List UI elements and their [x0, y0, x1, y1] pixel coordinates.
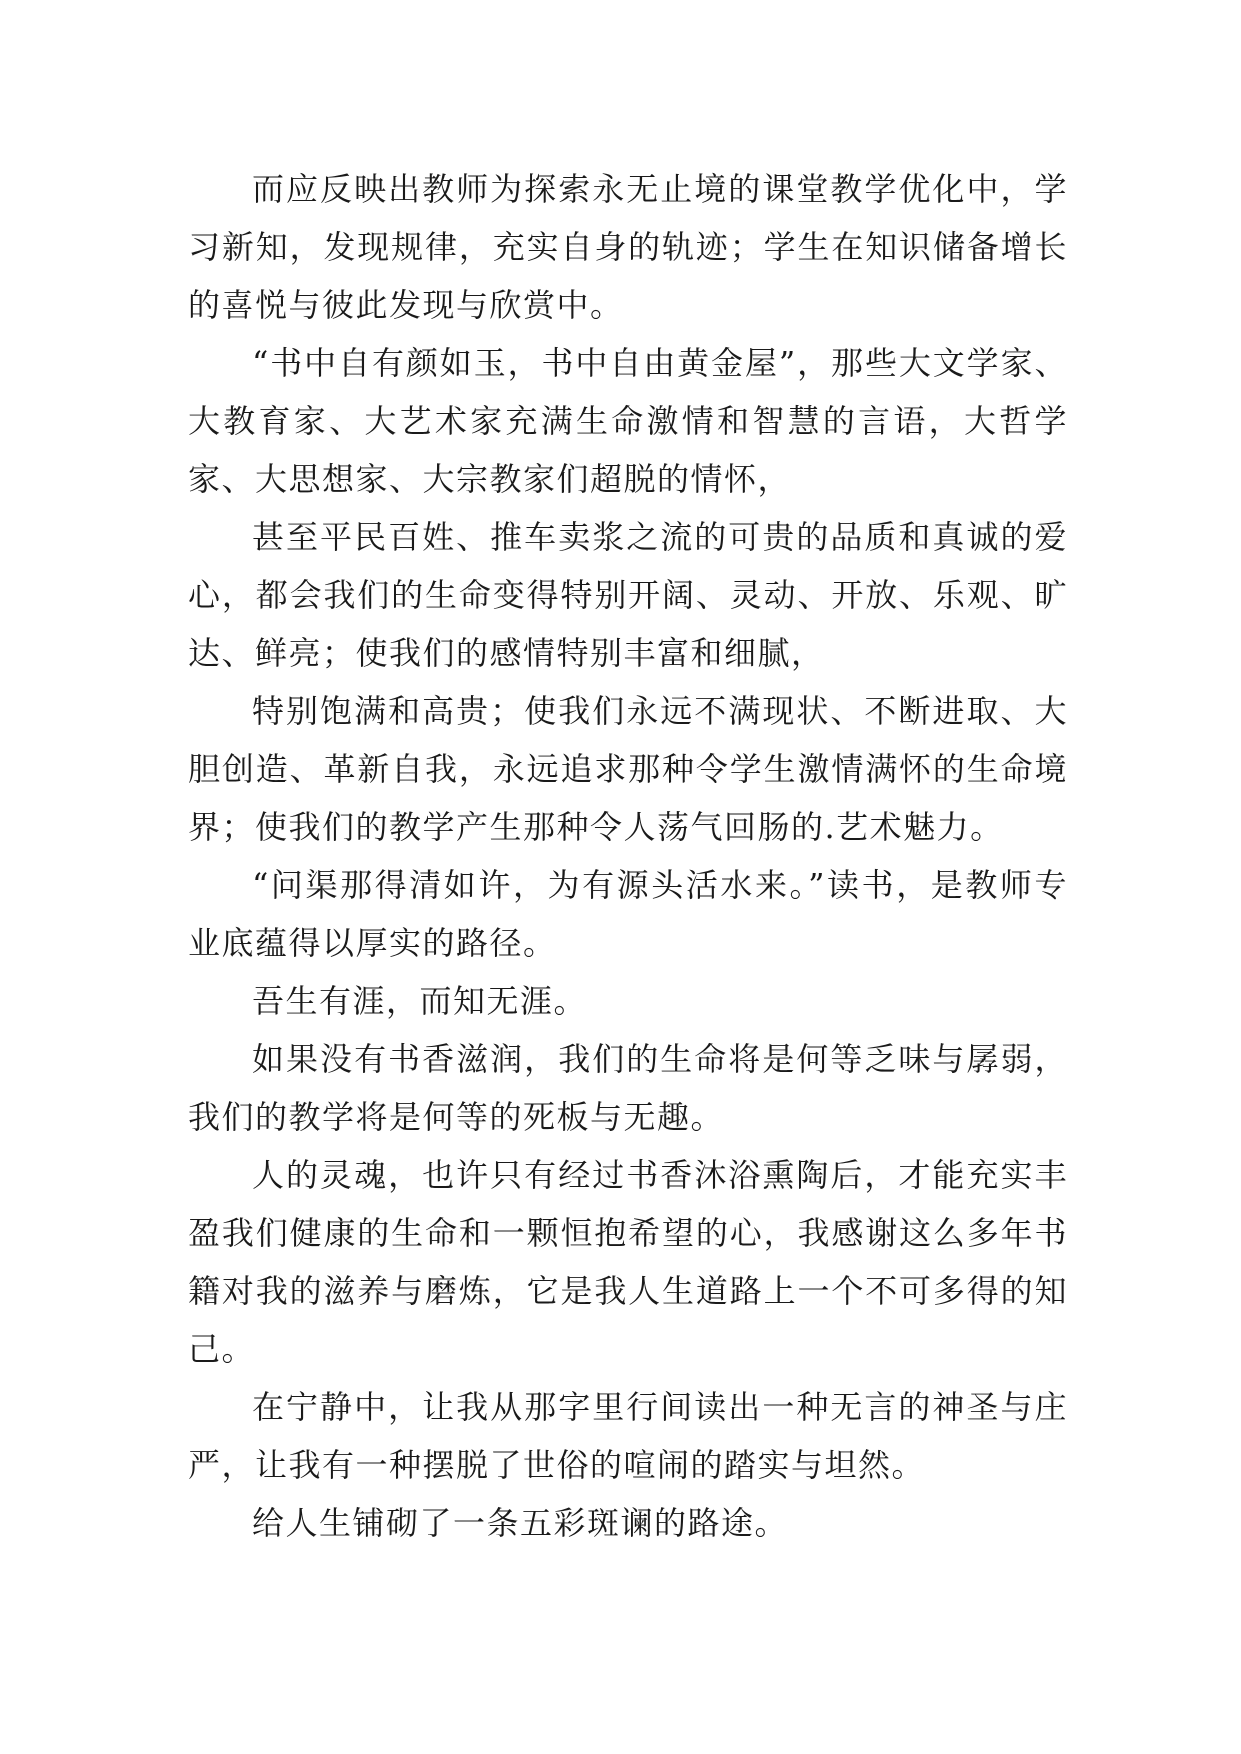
paragraph: 吾生有涯，而知无涯。: [252, 982, 588, 1020]
paragraph: 在宁静中，让我从那字里行间读出一种无言的神圣与庄严，让我有一种摆脱了世俗的喧闹的踏实与坦然。: [188, 1388, 1068, 1484]
document-body: [188, 160, 1068, 1552]
paragraph: 人的灵魂，也许只有经过书香沐浴熏陶后，才能充实丰盈我们健康的生命和一颗恒抱希望的心，我感谢这么多年书籍对我的滋养与磨炼，它是我人生道路上一个不可多得的知己。: [188, 1156, 1068, 1368]
paragraph: 而应反映出教师为探索永无止境的课堂教学优化中，学习新知，发现规律，充实自身的轨迹；学生在知识储备增长的喜悦与彼此发现与欣赏中。: [188, 170, 1068, 324]
paragraph: 如果没有书香滋润，我们的生命将是何等乏味与孱弱，我们的教学将是何等的死板与无趣。: [188, 1040, 1068, 1136]
paragraph: 甚至平民百姓、推车卖浆之流的可贵的品质和真诚的爱心，都会我们的生命变得特别开阔、灵动、开放、乐观、旷达、鲜亮；使我们的感情特别丰富和细腻，: [188, 518, 1068, 672]
paragraph: “书中自有颜如玉，书中自由黄金屋”，那些大文学家、大教育家、大艺术家充满生命激情和智慧的言语，大哲学家、大思想家、大宗教家们超脱的情怀，: [188, 344, 1068, 498]
paragraph: 特别饱满和高贵；使我们永远不满现状、不断进取、大胆创造、革新自我，永远追求那种令学生激情满怀的生命境界；使我们的教学产生那种令人荡气回肠的.艺术魅力。: [188, 692, 1068, 846]
paragraph: 给人生铺砌了一条五彩斑谰的路途。: [252, 1504, 789, 1542]
paragraph: “问渠那得清如许，为有源头活水来。”读书，是教师专业底蕴得以厚实的路径。: [188, 866, 1068, 962]
